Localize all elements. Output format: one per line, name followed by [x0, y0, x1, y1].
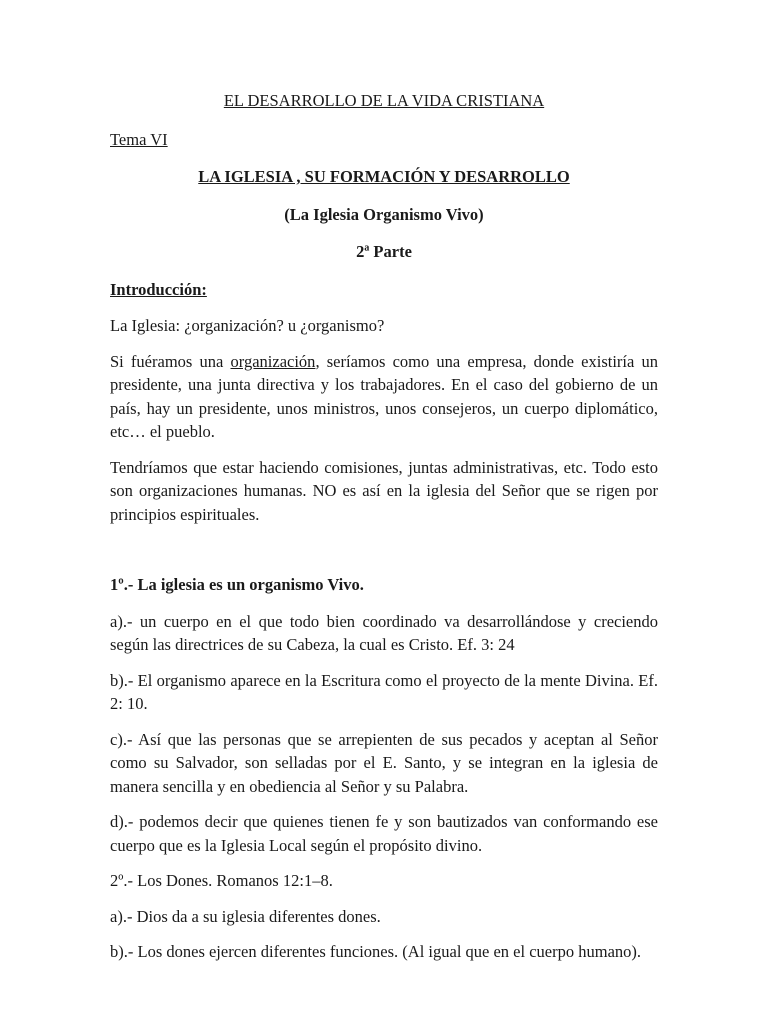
section-2-item-a: a).- Dios da a su iglesia diferentes dones. — [110, 906, 381, 926]
tema-label — [110, 128, 658, 152]
question-paragraph: La Iglesia: ¿organización? u ¿organismo? — [110, 316, 385, 335]
document-title — [110, 89, 658, 113]
section-1-item-c: c).- Así que las personas que se arrepienten de sus pecados y aceptan al Señor como su Salvador, son selladas por el E. Santo, y se integran en la iglesia de manera sencilla y en obediencia al Señor y su Palabra. — [110, 729, 658, 796]
main-heading-text: LA IGLESIA , SU FORMACIÓN Y DESARROLLO — [198, 167, 570, 186]
section-1-item-d: d).- podemos decir que quienes tienen fe y son bautizados van conformando ese cuerpo que es la Iglesia Local según el propósito divino. — [110, 812, 658, 855]
introduction-heading — [110, 278, 658, 302]
introduction-heading-text: Introducción: — [110, 279, 207, 299]
section-1-item-b: b).- El organismo aparece en la Escritura como el proyecto de la mente Divina. Ef. 2: 10. — [110, 670, 658, 713]
tema-label-text: Tema VI — [110, 129, 168, 149]
organization-underlined-word: organización — [230, 351, 316, 371]
section-1-item-a: a).- un cuerpo en el que todo bien coordinado va desarrollándose y creciendo según las directrices de su Cabeza, la cual es Cristo. Ef. 3: 24 — [110, 611, 658, 654]
subheading: (La Iglesia Organismo Vivo) — [284, 204, 484, 224]
part-label: 2ª Parte — [356, 242, 412, 261]
section-2-heading: 2º.- Los Dones. Romanos 12:1–8. — [110, 871, 333, 890]
organization-paragraph-start: Si fuéramos una — [110, 351, 231, 371]
section-2-item-b: b).- Los dones ejercen diferentes funciones. (Al igual que en el cuerpo humano). — [110, 942, 642, 961]
section-1-heading: 1º.- La iglesia es un organismo Vivo. — [110, 575, 364, 594]
human-organizations-paragraph: Tendríamos que estar haciendo comisiones, juntas administrativas, etc. Todo esto son organizaciones humanas. NO es así en la iglesia del Señor que se rigen por principios espirituales. — [110, 457, 658, 524]
organization-paragraph-rest: , seríamos como una empresa, donde existiría un presidente, una junta directiva y los trabajadores. En el caso del gobierno de un país, hay un presidente, unos ministros, unos consejeros, un cuerpo diplomático, etc… el pueblo. — [110, 351, 659, 441]
document-page — [110, 89, 658, 964]
organization-paragraph — [110, 350, 658, 444]
document-title-text: EL DESARROLLO DE LA VIDA CRISTIANA — [223, 91, 545, 110]
main-heading — [110, 165, 658, 189]
